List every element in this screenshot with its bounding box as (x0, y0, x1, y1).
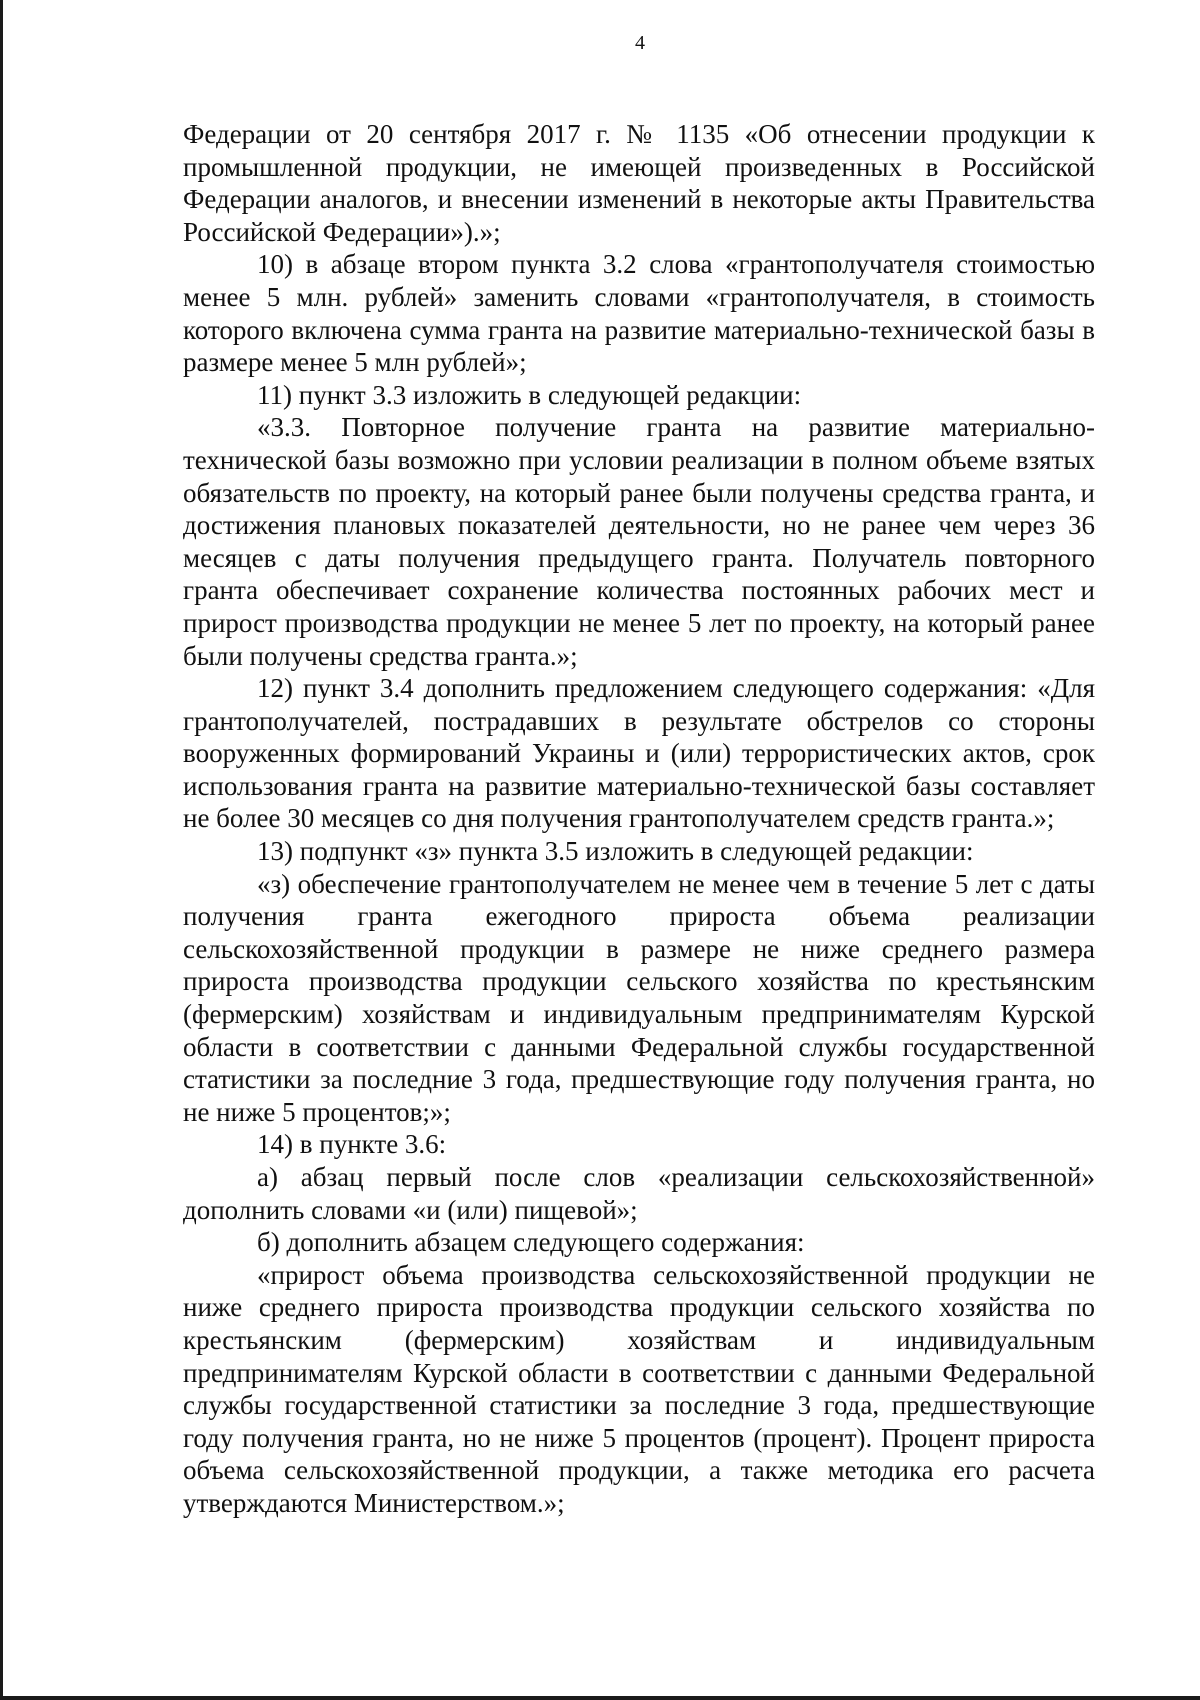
paragraph-quote-3-3: «3.3. Повторное получение гранта на развитие материально-технической базы возможно при условии реализации в полном объеме взятых обязательств по проекту, на который ранее были получены средства гранта, и достижения плановых показателей деятельности, но не ранее чем через 36 месяцев с даты получения предыдущего гранта. Получатель повторного гранта обеспечивает сохранение количества постоянных рабочих мест и прирост производства продукции не менее 5 лет по проекту, на который ранее были получены средства гранта.»; (183, 412, 1095, 671)
paragraph-quote-z: «з) обеспечение грантополучателем не менее чем в течение 5 лет с даты получения гранта ежегодного прироста объема реализации сельскохозяйственной продукции в размере не ниже среднего размера прироста производства продукции сельского хозяйства по крестьянским (фермерским) хозяйствам и индивидуальным предпринимателям Курской области в соответствии с данными Федеральной службы государственной статистики за последние 3 года, предшествующие году получения гранта, но не ниже 5 процентов;»; (183, 868, 1095, 1127)
paragraph-item-13: 13) подпункт «з» пункта 3.5 изложить в следующей редакции: (257, 836, 974, 867)
paragraph-item-10: 10) в абзаце втором пункта 3.2 слова «грантополучателя стоимостью менее 5 млн. рублей» заменить словами «грантополучателя, в стоимость которого включена сумма гранта на развитие материально-технической базы в размере менее 5 млн рублей»; (183, 249, 1095, 378)
paragraph-item-14: 14) в пункте 3.6: (257, 1129, 447, 1160)
paragraph-item-14-b: б) дополнить абзацем следующего содержания: (257, 1227, 805, 1258)
paragraph-item-11: 11) пункт 3.3 изложить в следующей редакции: (257, 379, 802, 410)
paragraph-item-14-a: а) абзац первый после слов «реализации сельскохозяйственной» дополнить словами «и (или) пищевой»; (183, 1162, 1095, 1225)
page-number: 4 (635, 32, 645, 54)
paragraph-quote-growth: «прирост объема производства сельскохозяйственной продукции не ниже среднего прироста производства продукции сельского хозяйства по крестьянским (фермерским) хозяйствам и индивидуальным предпринимателям Курской области в соответствии с данными Федеральной службы государственной статистики за последние 3 года, предшествующие году получения гранта, но не ниже 5 процентов (процент). Процент прироста объема сельскохозяйственной продукции, а также методика его расчета утверждаются Министерством.»; (183, 1259, 1095, 1518)
scan-border-bottom (0, 1696, 1200, 1700)
paragraph-continuation: Федерации от 20 сентября 2017 г. № 1135 «Об отнесении продукции к промышленной продукции, не имеющей произведенных в Российской Федерации аналогов, и внесении изменений в некоторые акты Правительства Российской Федерации»).»; (183, 119, 1095, 247)
document-body (183, 118, 1095, 1520)
scan-border-left (0, 0, 3, 1700)
paragraph-item-12: 12) пункт 3.4 дополнить предложением следующего содержания: «Для грантополучателей, пострадавших в результате обстрелов со стороны вооруженных формирований Украины и (или) террористических актов, срок использования гранта на развитие материально-технической базы составляет не более 30 месяцев со дня получения грантополучателем средств гранта.»; (183, 673, 1095, 834)
